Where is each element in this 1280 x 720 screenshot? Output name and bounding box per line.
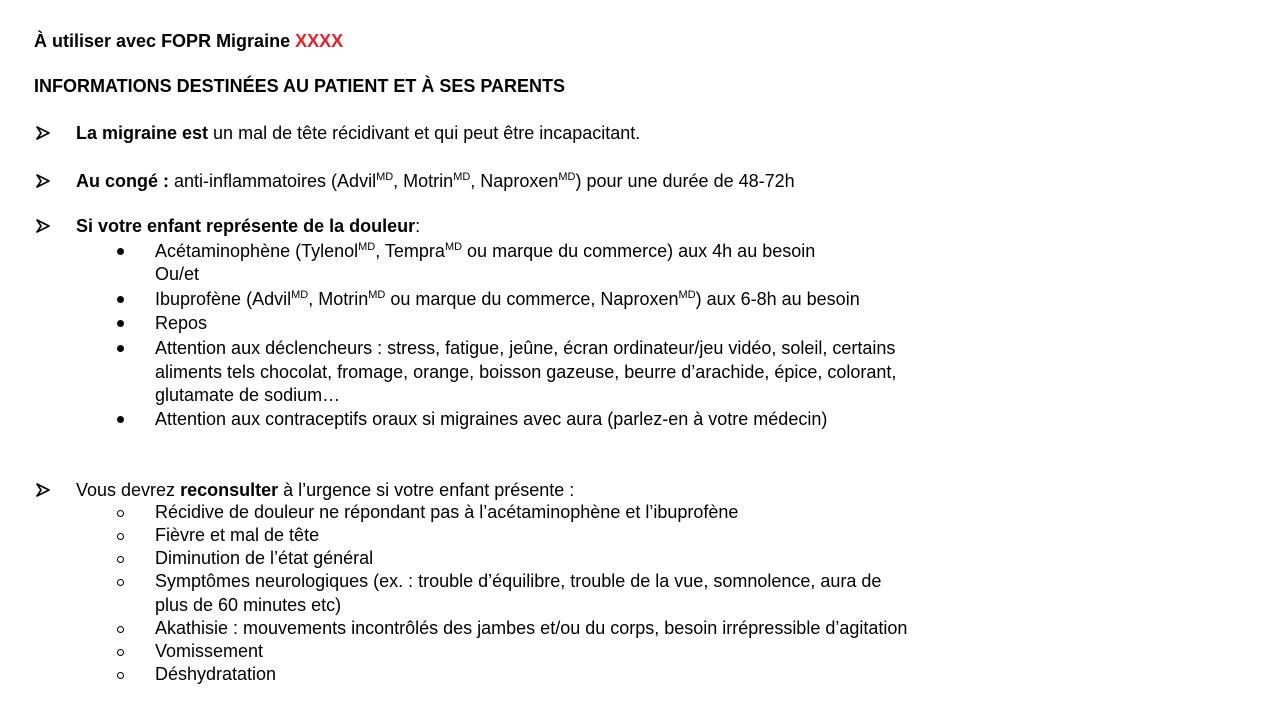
- list-item: Fièvre et mal de tête: [155, 525, 320, 545]
- document-heading: INFORMATIONS DESTINÉES AU PATIENT ET À SES PARENTS: [34, 76, 566, 96]
- circle-bullet-icon: [117, 533, 124, 540]
- usage-line: [34, 30, 343, 52]
- migraine-definition: La migraine est un mal de tête récidivant et qui peut être incapacitant.: [76, 123, 641, 143]
- arrow-bullet-icon: [36, 122, 52, 144]
- circle-bullet-icon: [117, 672, 124, 679]
- list-item: Déshydratation: [155, 664, 277, 684]
- arrow-bullet-icon: [36, 170, 52, 192]
- bullet-dot-icon: [117, 345, 124, 352]
- circle-bullet-icon: [117, 579, 124, 586]
- list-item-continuation: aliments tels chocolat, fromage, orange, boisson gazeuse, beurre d’arachide, épice, colorant,: [155, 362, 897, 382]
- bullet-dot-icon: [117, 320, 124, 327]
- list-item: Attention aux contraceptifs oraux si migraines avec aura (parlez-en à votre médecin): [155, 409, 828, 429]
- reconsult-heading: Vous devrez reconsulter à l’urgence si votre enfant présente :: [76, 480, 575, 500]
- list-item: Ibuprofène (Advil$^{MD}$, Motrin$^{MD}$ ou marque du commerce, Naproxen$^{MD}$) aux 6-8h au besoin: [155, 289, 860, 309]
- circle-bullet-icon: [117, 556, 124, 563]
- bullet-dot-icon: [117, 296, 124, 303]
- list-item: Akathisie : mouvements incontrôlés des jambes et/ou du corps, besoin irrépressible d’agitation: [155, 618, 908, 638]
- list-item: Attention aux déclencheurs : stress, fatigue, jeûne, écran ordinateur/jeu vidéo, soleil, certains: [155, 338, 896, 358]
- usage-text: À utiliser avec FOPR Migraine: [34, 31, 296, 51]
- bullet-dot-icon: [117, 248, 124, 255]
- list-item: Récidive de douleur ne répondant pas à l’acétaminophène et l’ibuprofène: [155, 502, 739, 522]
- arrow-bullet-icon: [36, 215, 52, 237]
- list-item: Vomissement: [155, 641, 264, 661]
- bullet-dot-icon: [117, 416, 124, 423]
- circle-bullet-icon: [117, 649, 124, 656]
- list-item-continuation: Ou/et: [155, 264, 200, 284]
- pain-heading: Si votre enfant représente de la douleur:: [76, 216, 421, 236]
- arrow-bullet-icon: [36, 479, 52, 501]
- placeholder-code: XXXX: [295, 31, 344, 51]
- list-item-continuation: glutamate de sodium…: [155, 385, 341, 405]
- list-item: Acétaminophène (Tylenol$^{MD}$, Tempra$^{MD}$ ou marque du commerce) aux 4h au besoin: [155, 241, 816, 261]
- list-item: Repos: [155, 313, 208, 333]
- list-item: Diminution de l’état général: [155, 548, 374, 568]
- discharge-instructions: Au congé : anti-inflammatoires (Advil$^{MD}$, Motrin$^{MD}$, Naproxen$^{MD}$) pour une durée de 48-72h: [76, 171, 795, 191]
- list-item: Symptômes neurologiques (ex. : trouble d’équilibre, trouble de la vue, somnolence, aura de: [155, 571, 882, 591]
- circle-bullet-icon: [117, 510, 124, 517]
- circle-bullet-icon: [117, 626, 124, 633]
- list-item-continuation: plus de 60 minutes etc): [155, 595, 342, 615]
